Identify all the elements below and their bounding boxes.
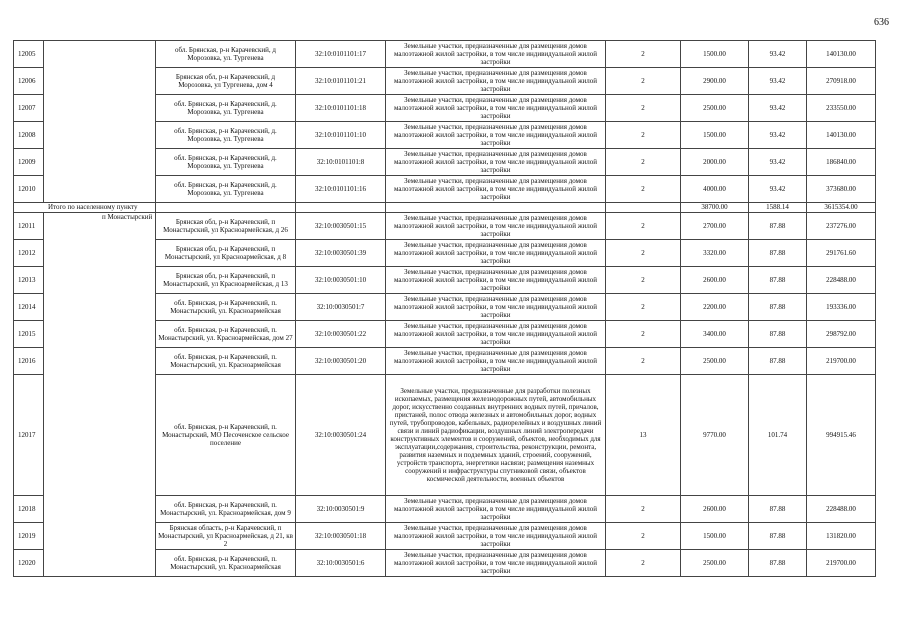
cadastral-value: 140130.00 xyxy=(807,41,876,68)
land-use-description: Земельные участки, предназначенные для размещения домов малоэтажной жилой застройки, в том числе индивидуальной жилой застройки xyxy=(386,267,606,294)
cadastral-value: 186840.00 xyxy=(807,149,876,176)
land-use-description: Земельные участки, предназначенные для размещения домов малоэтажной жилой застройки, в том числе индивидуальной жилой застройки xyxy=(386,122,606,149)
land-use-description: Земельные участки, предназначенные для разработки полезных ископаемых, размещения железнодорожных путей, автомобильных дорог, искусственно созданных внутренних водных путей, причалов, пристаней, полос отвода железных и автомобильных дорог, водных путей, трубопроводов, кабельных, радиорелейных и воздушных линий связи и линий радиофикации, воздушных линий электропередачи конструктивных элементов и сооружений, объектов, необходимых для эксплуатации,содержания, строительства, реконструкции, ремонта, развития наземных и подземных зданий, строений, сооружений, устройств транспорта, энергетики насвязи; размещения наземных сооружений и инфраструктуры спутниковой связи, объектов космической деятельности, военных объектов xyxy=(386,375,606,496)
plot-number: 12012 xyxy=(14,240,44,267)
use-category-code: 2 xyxy=(606,240,681,267)
land-use-description: Земельные участки, предназначенные для размещения домов малоэтажной жилой застройки, в том числе индивидуальной жилой застройки xyxy=(386,149,606,176)
cadastral-value: 140130.00 xyxy=(807,122,876,149)
plot-number: 12015 xyxy=(14,321,44,348)
use-category-code: 2 xyxy=(606,523,681,550)
cadastral-value: 193336.00 xyxy=(807,294,876,321)
use-category-code: 2 xyxy=(606,348,681,375)
use-category-code: 2 xyxy=(606,496,681,523)
cadastral-value: 270918.00 xyxy=(807,68,876,95)
cadastral-value: 228488.00 xyxy=(807,267,876,294)
use-category-code: 2 xyxy=(606,176,681,203)
cadastral-number: 32:10:0101101:16 xyxy=(296,176,386,203)
specific-value: 87.88 xyxy=(749,240,807,267)
cadastral-number: 32:10:0030501:22 xyxy=(296,321,386,348)
cadastral-value: 228488.00 xyxy=(807,496,876,523)
plot-area: 3320.00 xyxy=(681,240,749,267)
total-specific-value: 1588.14 xyxy=(749,203,807,213)
cadastral-number: 32:10:0101101:21 xyxy=(296,68,386,95)
plot-address: обл. Брянская, р-н Карачевский, п. Монастырский, ул. Красноармейская, дом 27 xyxy=(156,321,296,348)
plot-number: 12009 xyxy=(14,149,44,176)
plot-area: 2600.00 xyxy=(681,267,749,294)
specific-value: 93.42 xyxy=(749,95,807,122)
plot-number: 12014 xyxy=(14,294,44,321)
specific-value: 87.88 xyxy=(749,523,807,550)
land-use-description: Земельные участки, предназначенные для размещения домов малоэтажной жилой застройки, в том числе индивидуальной жилой застройки xyxy=(386,213,606,240)
table-row xyxy=(14,41,876,68)
plot-area: 9770.00 xyxy=(681,375,749,496)
plot-address: Брянская обл, р-н Карачевский, д Морозовка, ул Тургенева, дом 4 xyxy=(156,68,296,95)
plot-number: 12007 xyxy=(14,95,44,122)
use-category-code: 2 xyxy=(606,122,681,149)
specific-value: 87.88 xyxy=(749,348,807,375)
land-use-description: Земельные участки, предназначенные для размещения домов малоэтажной жилой застройки, в том числе индивидуальной жилой застройки xyxy=(386,523,606,550)
specific-value: 93.42 xyxy=(749,68,807,95)
plot-address: обл. Брянская, р-н Карачевский, п. Монастырский, МО Песоченское сельское поселение xyxy=(156,375,296,496)
plot-area: 1500.00 xyxy=(681,122,749,149)
empty-cell xyxy=(606,203,681,213)
locality-name xyxy=(44,41,156,203)
cadastral-number: 32:10:0101101:17 xyxy=(296,41,386,68)
land-use-description: Земельные участки, предназначенные для размещения домов малоэтажной жилой застройки, в том числе индивидуальной жилой застройки xyxy=(386,176,606,203)
plot-address: Брянская обл, р-н Карачевский, п Монастырский, ул Красноармейская, д 8 xyxy=(156,240,296,267)
use-category-code: 2 xyxy=(606,550,681,577)
plot-area: 2500.00 xyxy=(681,348,749,375)
cadastral-number: 32:10:0030501:6 xyxy=(296,550,386,577)
specific-value: 87.88 xyxy=(749,496,807,523)
use-category-code: 2 xyxy=(606,149,681,176)
empty-cell xyxy=(386,203,606,213)
total-label: Итого по населенному пункту xyxy=(14,203,156,213)
plot-area: 2600.00 xyxy=(681,496,749,523)
cadastral-value: 373680.00 xyxy=(807,176,876,203)
plot-number: 12018 xyxy=(14,496,44,523)
cadastral-value: 291761.60 xyxy=(807,240,876,267)
specific-value: 93.42 xyxy=(749,176,807,203)
cadastral-number: 32:10:0101101:10 xyxy=(296,122,386,149)
plot-area: 2000.00 xyxy=(681,149,749,176)
plot-address: обл. Брянская, р-н Карачевский, д. Морозовка, ул. Тургенева xyxy=(156,95,296,122)
use-category-code: 2 xyxy=(606,95,681,122)
page-number: 636 xyxy=(874,17,889,28)
plot-area: 1500.00 xyxy=(681,523,749,550)
land-use-description: Земельные участки, предназначенные для размещения домов малоэтажной жилой застройки, в том числе индивидуальной жилой застройки xyxy=(386,550,606,577)
plot-number: 12020 xyxy=(14,550,44,577)
cadastral-number: 32:10:0030501:15 xyxy=(296,213,386,240)
specific-value: 101.74 xyxy=(749,375,807,496)
land-use-description: Земельные участки, предназначенные для размещения домов малоэтажной жилой застройки, в том числе индивидуальной жилой застройки xyxy=(386,496,606,523)
total-cadastral-value: 3615354.00 xyxy=(807,203,876,213)
cadastral-value: 298792.00 xyxy=(807,321,876,348)
use-category-code: 2 xyxy=(606,267,681,294)
plot-area: 2700.00 xyxy=(681,213,749,240)
use-category-code: 2 xyxy=(606,294,681,321)
use-category-code: 2 xyxy=(606,213,681,240)
plot-address: Брянская область, р-н Карачевский, п Монастырский, ул Красноармейская, д 21, кв 2 xyxy=(156,523,296,550)
specific-value: 87.88 xyxy=(749,550,807,577)
specific-value: 93.42 xyxy=(749,122,807,149)
plot-address: обл. Брянская, р-н Карачевский, п. Монастырский, ул. Красноармейская xyxy=(156,550,296,577)
plot-address: обл. Брянская, р-н Карачевский, п. Монастырский, ул. Красноармейская xyxy=(156,294,296,321)
land-use-description: Земельные участки, предназначенные для размещения домов малоэтажной жилой застройки, в том числе индивидуальной жилой застройки xyxy=(386,321,606,348)
empty-cell xyxy=(156,203,296,213)
use-category-code: 2 xyxy=(606,321,681,348)
specific-value: 87.88 xyxy=(749,321,807,348)
specific-value: 87.88 xyxy=(749,267,807,294)
plot-number: 12017 xyxy=(14,375,44,496)
plot-number: 12010 xyxy=(14,176,44,203)
cadastral-value: 219700.00 xyxy=(807,550,876,577)
cadastral-number: 32:10:0030501:24 xyxy=(296,375,386,496)
plot-address: обл. Брянская, р-н Карачевский, п. Монастырский, ул. Красноармейская xyxy=(156,348,296,375)
plot-address: обл. Брянская, р-н Карачевский, д. Морозовка, ул. Тургенева xyxy=(156,176,296,203)
plot-address: Брянская обл, р-н Карачевский, п Монастырский, ул Красноармейская, д 13 xyxy=(156,267,296,294)
cadastral-value: 219700.00 xyxy=(807,348,876,375)
cadastral-number: 32:10:0030501:9 xyxy=(296,496,386,523)
plot-number: 12006 xyxy=(14,68,44,95)
cadastral-number: 32:10:0030501:18 xyxy=(296,523,386,550)
plot-address: обл. Брянская, р-н Карачевский, д. Морозовка, ул. Тургенева xyxy=(156,122,296,149)
cadastral-number: 32:10:0030501:39 xyxy=(296,240,386,267)
cadastral-value: 994915.46 xyxy=(807,375,876,496)
specific-value: 87.88 xyxy=(749,213,807,240)
use-category-code: 13 xyxy=(606,375,681,496)
cadastral-value: 237276.00 xyxy=(807,213,876,240)
land-use-description: Земельные участки, предназначенные для размещения домов малоэтажной жилой застройки, в том числе индивидуальной жилой застройки xyxy=(386,68,606,95)
land-plot-table xyxy=(13,40,876,577)
plot-number: 12011 xyxy=(14,213,44,240)
plot-area: 2500.00 xyxy=(681,550,749,577)
plot-area: 3400.00 xyxy=(681,321,749,348)
cadastral-number: 32:10:0101101:18 xyxy=(296,95,386,122)
plot-address: обл. Брянская, р-н Карачевский, д. Морозовка, ул. Тургенева xyxy=(156,149,296,176)
total-area: 38700.00 xyxy=(681,203,749,213)
plot-number: 12016 xyxy=(14,348,44,375)
cadastral-value: 131820.00 xyxy=(807,523,876,550)
land-use-description: Земельные участки, предназначенные для размещения домов малоэтажной жилой застройки, в том числе индивидуальной жилой застройки xyxy=(386,95,606,122)
plot-area: 1500.00 xyxy=(681,41,749,68)
cadastral-number: 32:10:0101101:8 xyxy=(296,149,386,176)
plot-area: 4000.00 xyxy=(681,176,749,203)
total-row xyxy=(14,203,876,213)
cadastral-number: 32:10:0030501:7 xyxy=(296,294,386,321)
locality-name: п Монастырский xyxy=(44,213,156,577)
specific-value: 93.42 xyxy=(749,149,807,176)
plot-address: обл. Брянская, р-н Карачевский, п. Монастырский, ул. Красноармейская, дом 9 xyxy=(156,496,296,523)
plot-number: 12008 xyxy=(14,122,44,149)
plot-number: 12013 xyxy=(14,267,44,294)
plot-area: 2500.00 xyxy=(681,95,749,122)
land-use-description: Земельные участки, предназначенные для размещения домов малоэтажной жилой застройки, в том числе индивидуальной жилой застройки xyxy=(386,240,606,267)
land-use-description: Земельные участки, предназначенные для размещения домов малоэтажной жилой застройки, в том числе индивидуальной жилой застройки xyxy=(386,41,606,68)
use-category-code: 2 xyxy=(606,68,681,95)
empty-cell xyxy=(296,203,386,213)
specific-value: 87.88 xyxy=(749,294,807,321)
specific-value: 93.42 xyxy=(749,41,807,68)
land-use-description: Земельные участки, предназначенные для размещения домов малоэтажной жилой застройки, в том числе индивидуальной жилой застройки xyxy=(386,294,606,321)
cadastral-number: 32:10:0030501:10 xyxy=(296,267,386,294)
cadastral-value: 233550.00 xyxy=(807,95,876,122)
table-row xyxy=(14,213,876,240)
plot-address: Брянская обл, р-н Карачевский, п Монастырский, ул Красноармейская, д 26 xyxy=(156,213,296,240)
plot-area: 2200.00 xyxy=(681,294,749,321)
plot-number: 12019 xyxy=(14,523,44,550)
plot-address: обл. Брянская, р-н Карачевский, д Морозовка, ул. Тургенева xyxy=(156,41,296,68)
plot-area: 2900.00 xyxy=(681,68,749,95)
cadastral-number: 32:10:0030501:20 xyxy=(296,348,386,375)
plot-number: 12005 xyxy=(14,41,44,68)
use-category-code: 2 xyxy=(606,41,681,68)
land-use-description: Земельные участки, предназначенные для размещения домов малоэтажной жилой застройки, в том числе индивидуальной жилой застройки xyxy=(386,348,606,375)
